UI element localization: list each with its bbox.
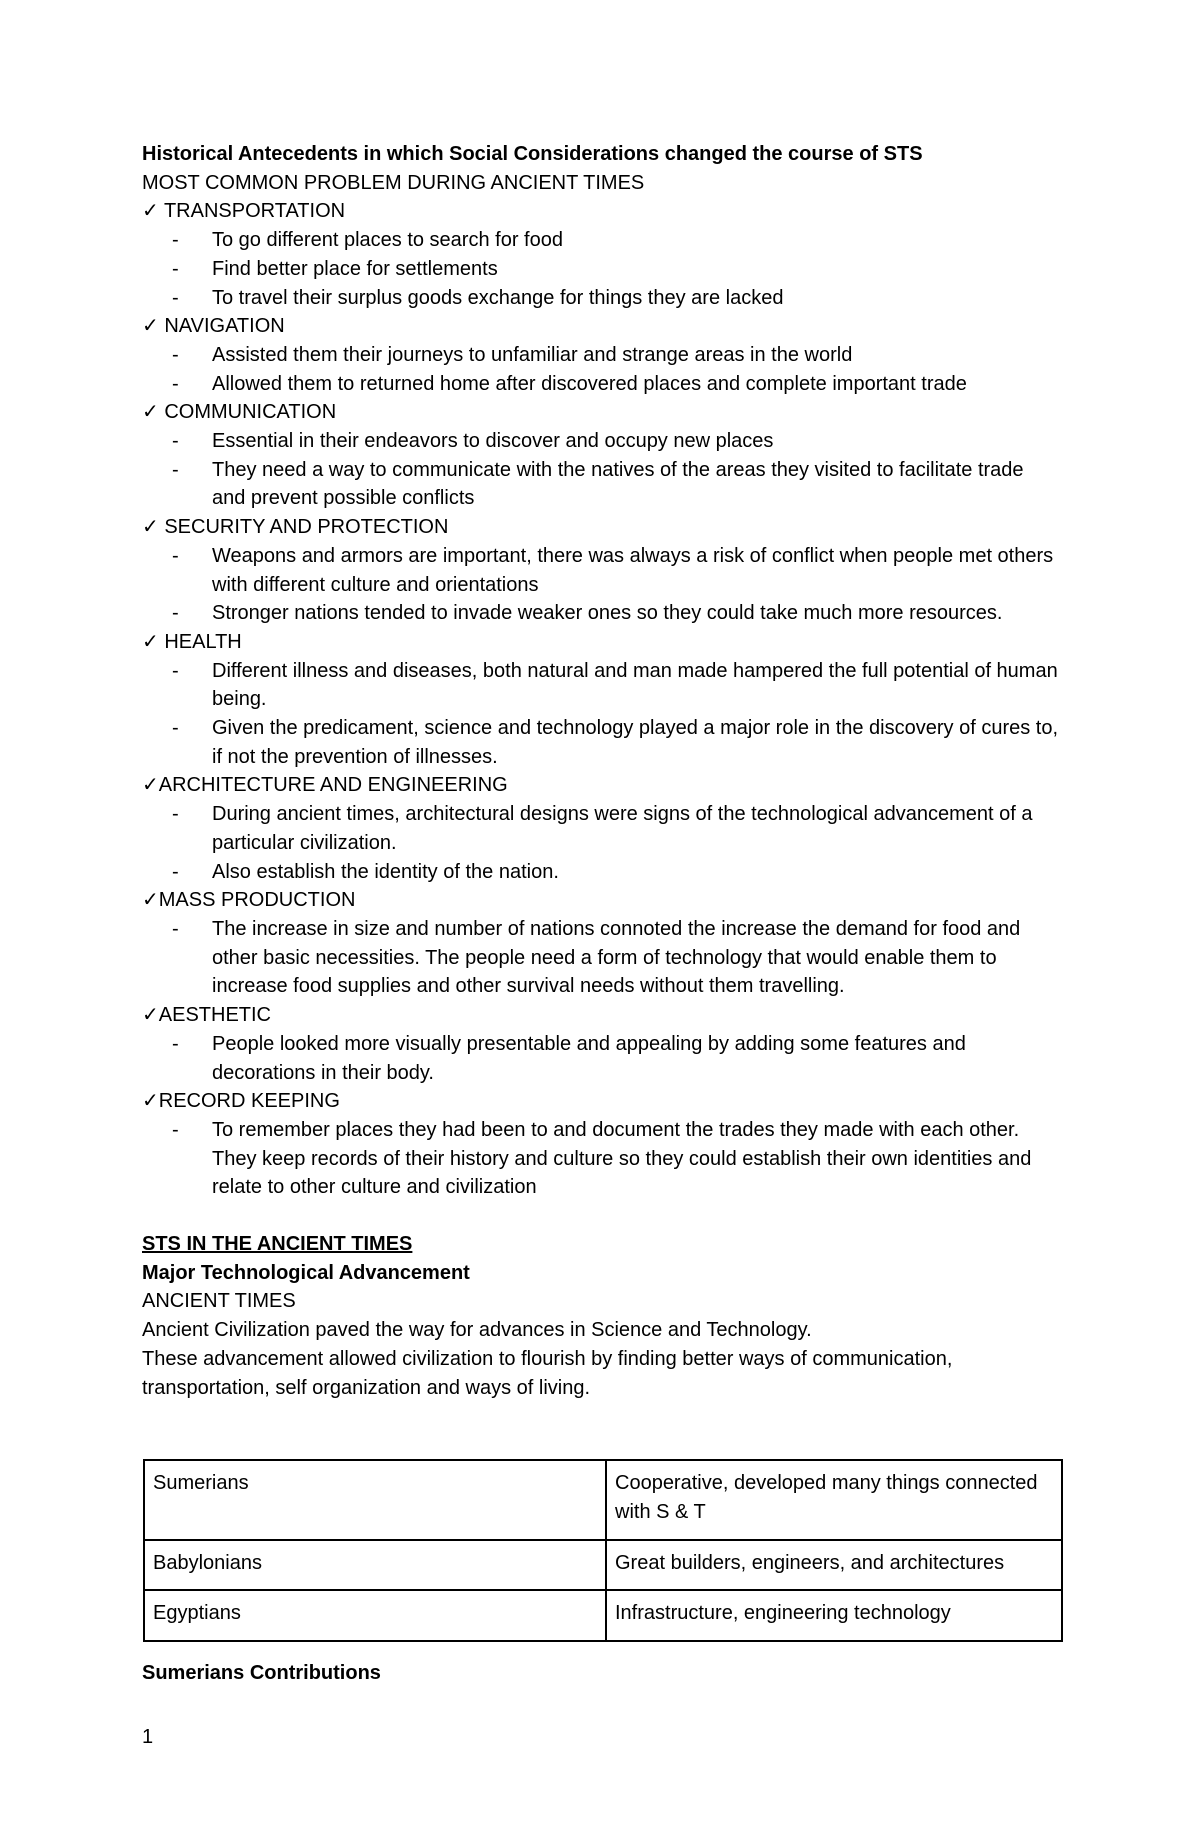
dash-icon: - — [172, 717, 179, 740]
list-item: - They need a way to communicate with the natives of the areas they visited to facilitate trade and prevent possible conflicts — [142, 456, 1062, 513]
bullet-list — [142, 1116, 1062, 1202]
document-title: Historical Antecedents in which Social Considerations changed the course of STS — [142, 143, 923, 165]
dash-icon: - — [172, 257, 179, 280]
check-mark-icon: ✓ — [142, 401, 159, 424]
spacer — [142, 1202, 1062, 1230]
list-item: - Stronger nations tended to invade weaker ones so they could take much more resources. — [142, 599, 1062, 628]
section-paragraph: These advancement allowed civilization to flourish by finding better ways of communication, — [142, 1347, 953, 1370]
dash-icon: - — [172, 803, 179, 826]
bullet-list — [142, 1030, 1062, 1087]
page-number: 1 — [142, 1726, 154, 1748]
check-mark-icon: ✓ — [142, 630, 159, 653]
dash-icon: - — [172, 544, 179, 567]
check-mark-icon: ✓ — [142, 1090, 159, 1113]
list-item: - To go different places to search for food — [142, 226, 1062, 255]
dash-icon: - — [172, 430, 179, 453]
bullet-list — [142, 226, 1062, 312]
category-heading: ✓MASS PRODUCTION — [142, 889, 356, 912]
bullet-list — [142, 341, 1062, 398]
dash-icon: - — [172, 860, 179, 883]
table-cell-description: Infrastructure, engineering technology — [606, 1590, 1062, 1641]
list-item: - Weapons and armors are important, there was always a risk of conflict when people met others with different culture and orientations — [142, 542, 1062, 599]
table-cell-description: Cooperative, developed many things connected with S & T — [606, 1460, 1062, 1540]
dash-icon: - — [172, 229, 179, 252]
bullet-list — [142, 542, 1062, 628]
list-item: - Given the predicament, science and technology played a major role in the discovery of cures to, if not the prevention of illnesses. — [142, 714, 1062, 771]
dash-icon: - — [172, 917, 179, 940]
bullet-list — [142, 915, 1062, 1001]
check-mark-icon: ✓ — [142, 774, 159, 797]
category-heading: ✓ TRANSPORTATION — [142, 200, 346, 223]
category-heading: ✓ SECURITY AND PROTECTION — [142, 516, 449, 539]
category-heading: ✓ARCHITECTURE AND ENGINEERING — [142, 774, 508, 797]
category-mass-production — [142, 886, 1062, 1001]
list-item: - To travel their surplus goods exchange for things they are lacked — [142, 284, 1062, 313]
dash-icon: - — [172, 602, 179, 625]
check-mark-icon: ✓ — [142, 1004, 159, 1027]
bullet-list — [142, 657, 1062, 772]
check-mark-icon: ✓ — [142, 200, 159, 223]
category-heading: ✓ NAVIGATION — [142, 315, 285, 338]
list-item: - People looked more visually presentable and appealing by adding some features and decorations in their body. — [142, 1030, 1062, 1087]
category-navigation — [142, 312, 1062, 398]
section-paragraph: transportation, self organization and ways of living. — [142, 1376, 591, 1399]
table-row — [144, 1460, 1062, 1540]
list-item: - Essential in their endeavors to discover and occupy new places — [142, 427, 1062, 456]
category-security-and-protection — [142, 513, 1062, 628]
category-heading: ✓AESTHETIC — [142, 1004, 272, 1027]
dash-icon: - — [172, 343, 179, 366]
list-item: - Allowed them to returned home after discovered places and complete important trade — [142, 370, 1062, 399]
category-record-keeping — [142, 1087, 1062, 1202]
sumerians-contributions-heading: Sumerians Contributions — [142, 1662, 381, 1684]
section-paragraph: Ancient Civilization paved the way for advances in Science and Technology. — [142, 1319, 812, 1342]
table-row — [144, 1540, 1062, 1590]
table-cell-name: Babylonians — [144, 1540, 606, 1590]
list-item: - During ancient times, architectural designs were signs of the technological advancement of a particular civilization. — [142, 800, 1062, 857]
category-aesthetic — [142, 1001, 1062, 1087]
check-mark-icon: ✓ — [142, 315, 159, 338]
category-heading: ✓RECORD KEEPING — [142, 1090, 340, 1113]
section-heading: STS IN THE ANCIENT TIMES — [142, 1233, 413, 1256]
check-mark-icon: ✓ — [142, 889, 159, 912]
list-item: - Find better place for settlements — [142, 255, 1062, 284]
category-architecture-and-engineering — [142, 771, 1062, 886]
dash-icon: - — [172, 372, 179, 395]
list-item: - Also establish the identity of the nation. — [142, 858, 1062, 887]
section-label: ANCIENT TIMES — [142, 1290, 296, 1313]
bullet-list — [142, 427, 1062, 513]
document-subtitle: MOST COMMON PROBLEM DURING ANCIENT TIMES — [142, 171, 645, 194]
category-heading: ✓ HEALTH — [142, 630, 242, 653]
table-cell-name: Egyptians — [144, 1590, 606, 1641]
check-mark-icon: ✓ — [142, 516, 159, 539]
category-heading: ✓ COMMUNICATION — [142, 401, 337, 424]
list-item: - The increase in size and number of nations connoted the increase the demand for food and other basic necessities. The people need a form of technology that would enable them to increase food supplies and other survival needs without them travelling. — [142, 915, 1062, 1001]
category-transportation — [142, 197, 1062, 312]
category-health — [142, 628, 1062, 772]
dash-icon: - — [172, 1118, 179, 1141]
section-subheading: Major Technological Advancement — [142, 1261, 470, 1284]
dash-icon: - — [172, 1032, 179, 1055]
dash-icon: - — [172, 458, 179, 481]
dash-icon: - — [172, 286, 179, 309]
bullet-list — [142, 800, 1062, 886]
table-cell-name: Sumerians — [144, 1460, 606, 1540]
table-cell-description: Great builders, engineers, and architectures — [606, 1540, 1062, 1590]
document-page — [142, 140, 1062, 1402]
list-item: - Assisted them their journeys to unfamiliar and strange areas in the world — [142, 341, 1062, 370]
list-item: - To remember places they had been to and document the trades they made with each other. They keep records of their history and culture so they could establish their own identities and relate to other culture and civilization — [142, 1116, 1062, 1202]
table-row — [144, 1590, 1062, 1641]
civilizations-table — [143, 1459, 1063, 1642]
list-item: - Different illness and diseases, both natural and man made hampered the full potential of human being. — [142, 657, 1062, 714]
dash-icon: - — [172, 659, 179, 682]
category-communication — [142, 398, 1062, 513]
